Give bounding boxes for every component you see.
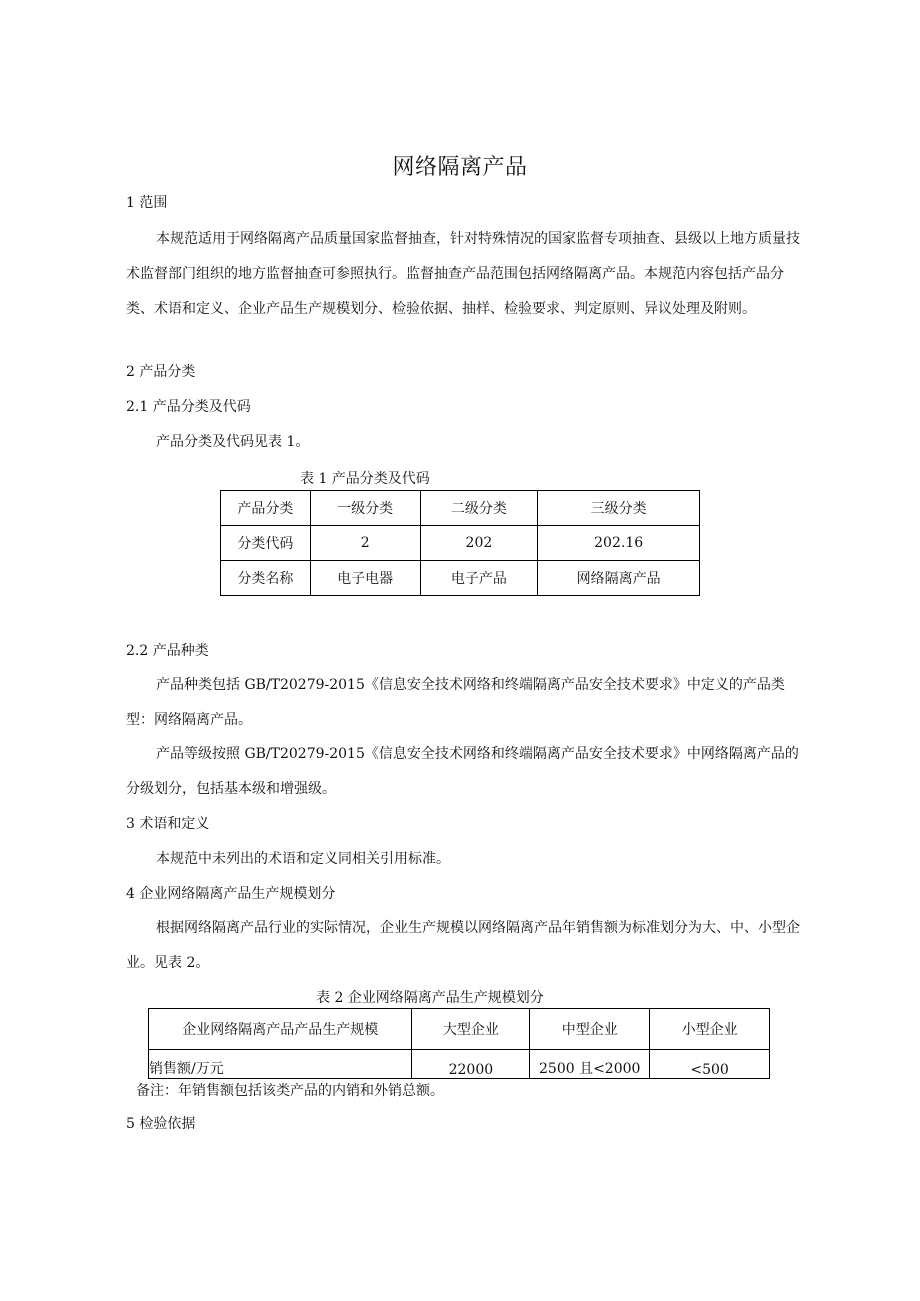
- section-2-1-body: 产品分类及代码见表 1。: [156, 434, 310, 450]
- table-cell: 电子电器: [310, 561, 420, 596]
- section-2-heading: 2 产品分类: [126, 364, 196, 380]
- table-cell: 22000: [412, 1050, 530, 1079]
- section-1-heading: 1 范围: [126, 195, 168, 211]
- table-cell: <500: [650, 1050, 770, 1079]
- document-title: 网络隔离产品: [392, 155, 528, 180]
- table-cell: 销售额/万元: [149, 1050, 412, 1079]
- table-cell: 电子产品: [420, 561, 538, 596]
- table-1-caption: 表 1 产品分类及代码: [300, 471, 430, 487]
- table-cell: 中型企业: [530, 1009, 650, 1050]
- section-4-heading: 4 企业网络隔离产品生产规模划分: [126, 886, 336, 902]
- table-cell: 小型企业: [650, 1009, 770, 1050]
- section-3-heading: 3 术语和定义: [126, 816, 210, 832]
- table-cell: 202.16: [538, 526, 700, 561]
- section-2-2-body-1: 产品种类包括 GB/T20279-2015《信息安全技术网络和终端隔离产品安全技术要求》中定义的产品类型：网络隔离产品。: [126, 677, 785, 728]
- table-row: [149, 1050, 770, 1079]
- product-classification-table: [220, 490, 700, 596]
- table-2-caption: 表 2 企业网络隔离产品生产规模划分: [316, 990, 544, 1006]
- table-cell: 分类代码: [221, 526, 311, 561]
- table-cell: 大型企业: [412, 1009, 530, 1050]
- section-2-2-body-2: 产品等级按照 GB/T20279-2015《信息安全技术网络和终端隔离产品安全技术要求》中网络隔离产品的分级划分，包括基本级和增强级。: [126, 746, 799, 797]
- table-header-row: [149, 1009, 770, 1050]
- section-2-1-heading: 2.1 产品分类及代码: [126, 399, 251, 415]
- section-4-body: 根据网络隔离产品行业的实际情况，企业生产规模以网络隔离产品年销售额为标准划分为大、中、小型企业。见表 2。: [126, 920, 800, 971]
- table-cell: 二级分类: [420, 491, 538, 526]
- table-cell: 分类名称: [221, 561, 311, 596]
- section-1-body: 本规范适用于网络隔离产品质量国家监督抽查，针对特殊情况的国家监督专项抽查、县级以上地方质量技术监督部门组织的地方监督抽查可参照执行。监督抽查产品范围包括网络隔离产品。本规范内容包括产品分类、术语和定义、企业产品生产规模划分、检验依据、抽样、检验要求、判定原则、异议处理及附则。: [126, 231, 800, 317]
- table-cell: 202: [420, 526, 538, 561]
- table-cell: 产品分类: [221, 491, 311, 526]
- table-row: [221, 526, 700, 561]
- section-5-heading: 5 检验依据: [126, 1116, 196, 1132]
- production-scale-table: [148, 1008, 770, 1079]
- table-row: [221, 561, 700, 596]
- table-cell: 一级分类: [310, 491, 420, 526]
- table-header-row: [221, 491, 700, 526]
- table-cell: 2: [310, 526, 420, 561]
- table-cell: 企业网络隔离产品产品生产规模: [149, 1009, 412, 1050]
- table-cell: 三级分类: [538, 491, 700, 526]
- table-cell: 2500 且<2000: [530, 1050, 650, 1079]
- section-3-body: 本规范中未列出的术语和定义同相关引用标准。: [156, 851, 450, 867]
- table-2-note: 备注：年销售额包括该类产品的内销和外销总额。: [136, 1083, 444, 1099]
- table-cell: 网络隔离产品: [538, 561, 700, 596]
- section-2-2-heading: 2.2 产品种类: [126, 643, 209, 659]
